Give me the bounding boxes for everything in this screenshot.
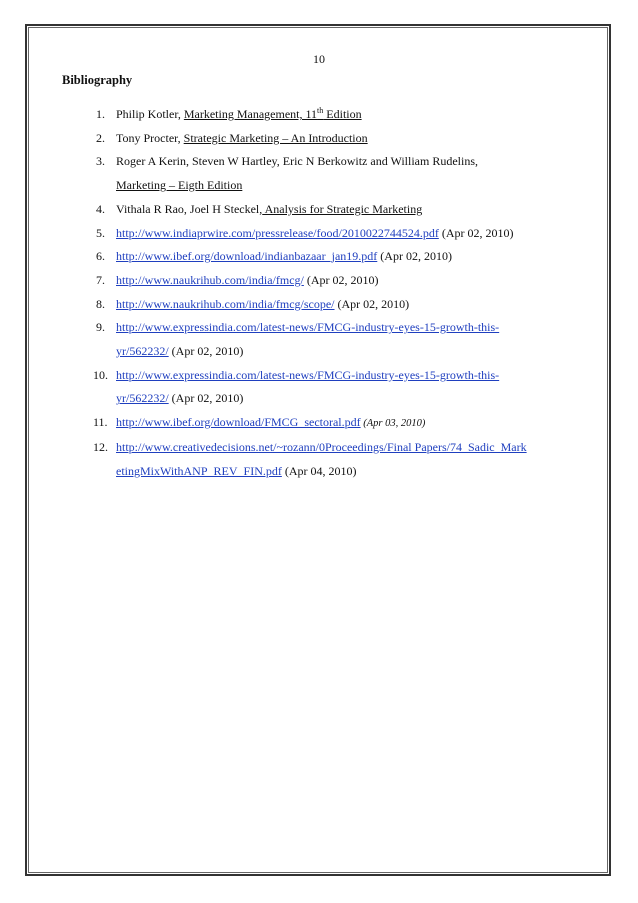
item-number: 2. [96,130,105,145]
ref-author: Roger A Kerin, Steven W Hartley, Eric N Berkowitz and William Rudelins, [116,154,479,169]
ref-author: Vithala R Rao, Joel H Steckel, [116,201,263,216]
item-number: 1. [96,107,105,121]
list-item [96,293,576,317]
ref-link[interactable]: http://www.indiaprwire.com/pressrelease/food/2010022744524.pdf [116,225,439,240]
ref-date: (Apr 02, 2010) [438,225,514,240]
ref-date: (Apr 04, 2010) [281,463,357,478]
item-number: 3. [96,154,105,169]
ref-link[interactable]: http://www.ibef.org/download/indianbazaar_jan19.pdf [116,249,378,264]
ref-link[interactable]: http://www.ibef.org/download/FMCG_sectoral.pdf [116,415,361,430]
ref-title: Strategic Marketing – An Introduction [183,130,368,145]
list-item [96,245,576,269]
ref-title: Marketing Management, 11th Edition [183,106,362,121]
ref-author: Philip Kotler, [116,107,184,121]
list-item [96,222,576,246]
item-number: 9. [96,320,105,335]
ref-link-continued[interactable]: etingMixWithANP_REV_FIN.pdf [116,463,282,478]
list-item [96,127,576,151]
ref-date: (Apr 02, 2010) [334,296,410,311]
item-number: 8. [96,296,105,311]
item-number: 4. [96,201,105,216]
bibliography-list [93,103,576,483]
ref-link[interactable]: http://www.creativedecisions.net/~rozann/0Proceedings/Final Papers/74_Sadic_Mark [116,439,527,454]
page-number: 10 [313,52,325,66]
ref-link[interactable]: http://www.expressindia.com/latest-news/FMCG-industry-eyes-15-growth-this- [116,367,500,382]
list-item [96,150,576,197]
item-number: 7. [96,272,105,287]
ref-title: Analysis for Strategic Marketing [262,201,423,216]
list-item [96,316,576,363]
ref-date: (Apr 03, 2010) [360,418,426,430]
list-item [96,269,576,293]
ref-date: (Apr 02, 2010) [303,272,379,287]
ref-title-superscript: th [317,106,324,115]
item-number: 6. [96,249,105,264]
ref-title: Marketing – Eigth Edition [116,178,243,193]
ref-date: (Apr 02, 2010) [377,249,452,264]
list-item [93,364,576,411]
ref-link[interactable]: http://www.naukrihub.com/india/fmcg/scope/ [116,296,335,311]
ref-link-continued[interactable]: yr/562232/ [116,391,169,406]
ref-link[interactable]: http://www.naukrihub.com/india/fmcg/ [116,272,304,287]
item-number: 10. [93,367,108,382]
ref-author: Tony Procter, [116,130,184,145]
item-number: 11. [93,415,108,430]
list-item [93,436,576,483]
ref-date: (Apr 02, 2010) [168,391,244,406]
list-item [96,103,576,127]
list-item [93,411,576,436]
ref-link[interactable]: http://www.expressindia.com/latest-news/FMCG-industry-eyes-15-growth-this- [116,320,500,335]
item-number: 5. [96,225,105,240]
item-number: 12. [93,439,108,454]
ref-date: (Apr 02, 2010) [168,344,244,359]
ref-link-continued[interactable]: yr/562232/ [116,344,169,359]
section-heading: Bibliography [62,73,133,87]
list-item [96,198,576,222]
